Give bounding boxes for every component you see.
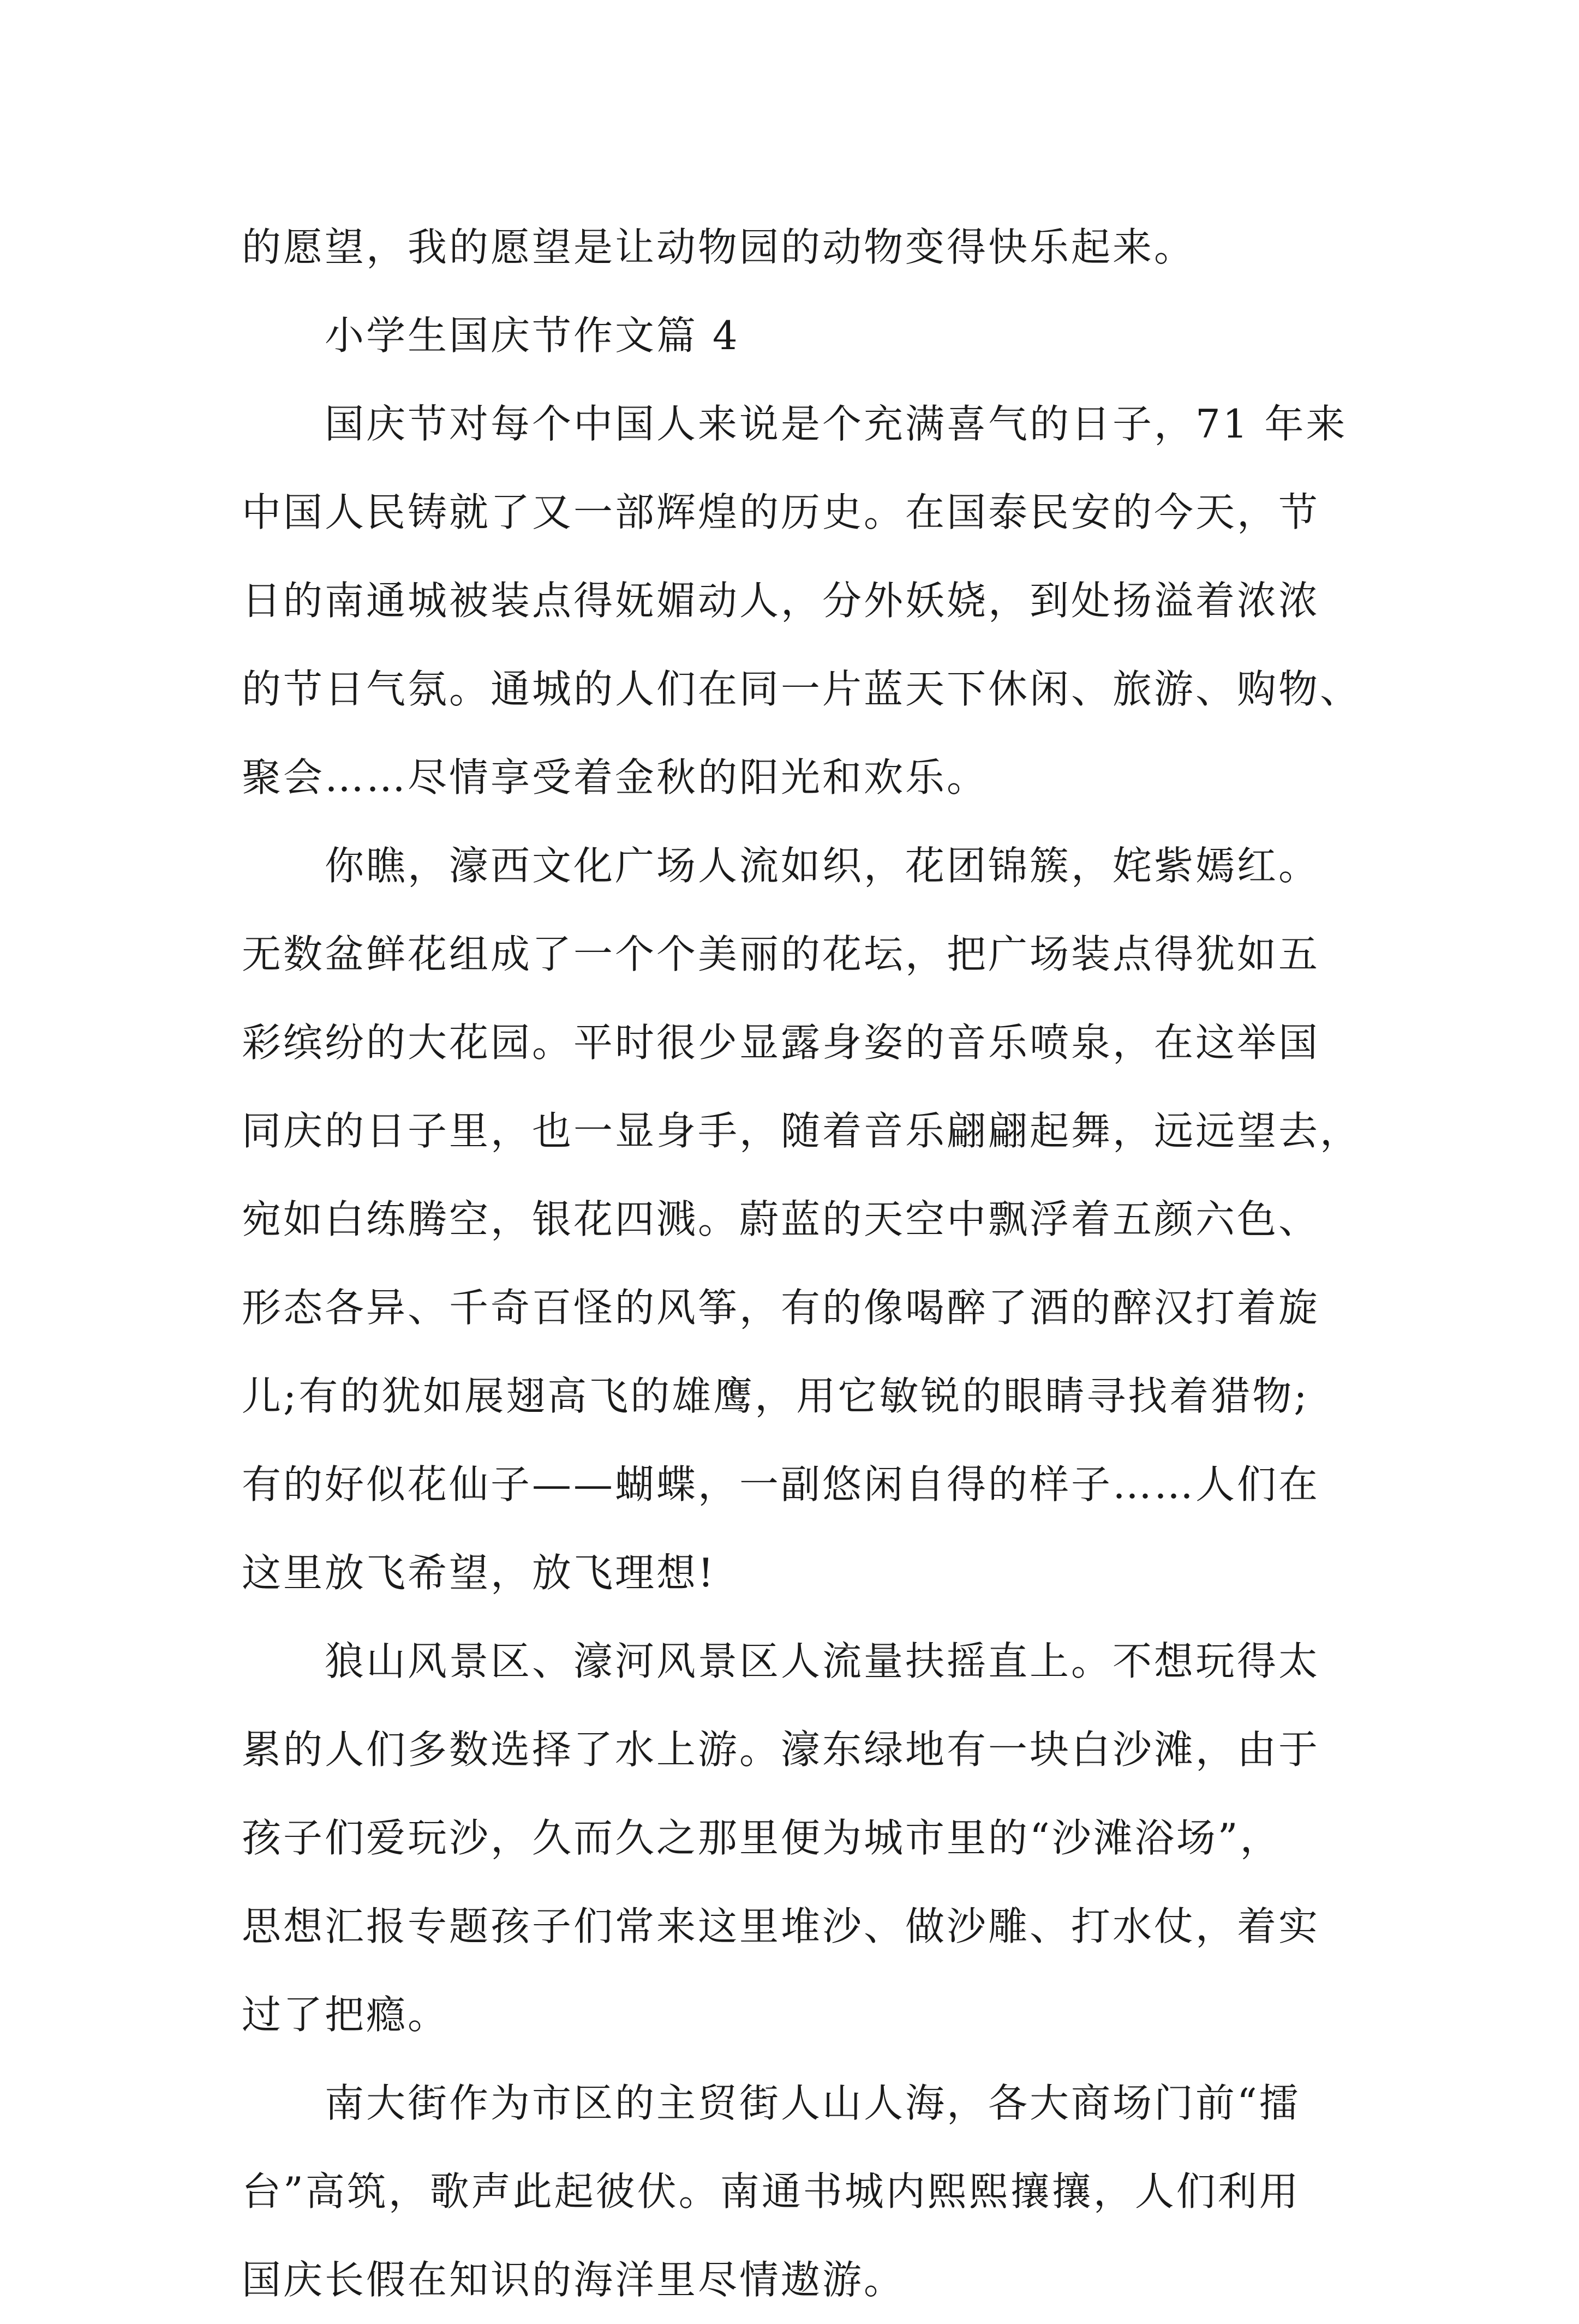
text-line: 有的好似花仙子——蝴蝶，一副悠闲自得的样子……人们在: [242, 1462, 1320, 1507]
text-line: 中国人民铸就了又一部辉煌的历史。在国泰民安的今天，节: [242, 489, 1320, 535]
text-line: 日的南通城被装点得妩媚动人，分外妖娆，到处扬溢着浓浓: [242, 578, 1320, 624]
text-line: 台”高筑，歌声此起彼伏。南通书城内熙熙攘攘，人们利用: [242, 2169, 1301, 2214]
text-line: 彩缤纷的大花园。平时很少显露身姿的音乐喷泉，在这举国: [242, 1020, 1320, 1065]
text-line: 你瞧，濠西文化广场人流如织，花团锦簇，姹紫嫣红。: [325, 843, 1320, 889]
text-line: 同庆的日子里，也一显身手，随着音乐翩翩起舞，远远望去，: [242, 1108, 1362, 1154]
text-line: 南大街作为市区的主贸街人山人海，各大商场门前“擂: [325, 2080, 1301, 2126]
text-line: 聚会……尽情享受着金秋的阳光和欢乐。: [242, 754, 989, 800]
section-heading: 小学生国庆节作文篇 4: [325, 313, 740, 358]
text-line: 宛如白练腾空，银花四溅。蔚蓝的天空中飘浮着五颜六色、: [242, 1196, 1320, 1242]
text-line: 国庆节对每个中国人来说是个充满喜气的日子，71 年来: [325, 401, 1348, 447]
text-line: 孩子们爱玩沙，久而久之那里便为城市里的“沙滩浴场”，: [242, 1815, 1282, 1861]
article-body: [242, 203, 1362, 2324]
text-line: 狼山风景区、濠河风景区人流量扶摇直上。不想玩得太: [325, 1638, 1320, 1684]
text-line: 过了把瘾。: [242, 1992, 450, 2038]
text-line: 儿;有的犹如展翅高飞的雄鹰，用它敏锐的眼睛寻找着猎物;: [242, 1373, 1309, 1419]
text-line: 累的人们多数选择了水上游。濠东绿地有一块白沙滩，由于: [242, 1727, 1320, 1772]
text-line: 形态各异、千奇百怪的风筝，有的像喝醉了酒的醉汉打着旋: [242, 1285, 1320, 1331]
text-line: 这里放飞希望，放飞理想!: [242, 1550, 716, 1596]
text-line: 的节日气氛。通城的人们在同一片蓝天下休闲、旅游、购物、: [242, 666, 1362, 712]
text-line: 的愿望，我的愿望是让动物园的动物变得快乐起来。: [242, 224, 1196, 270]
text-line: 无数盆鲜花组成了一个个美丽的花坛，把广场装点得犹如五: [242, 931, 1320, 977]
text-line: 国庆长假在知识的海洋里尽情遨游。: [242, 2257, 906, 2303]
text-line: 思想汇报专题孩子们常来这里堆沙、做沙雕、打水仗，着实: [242, 1903, 1320, 1949]
